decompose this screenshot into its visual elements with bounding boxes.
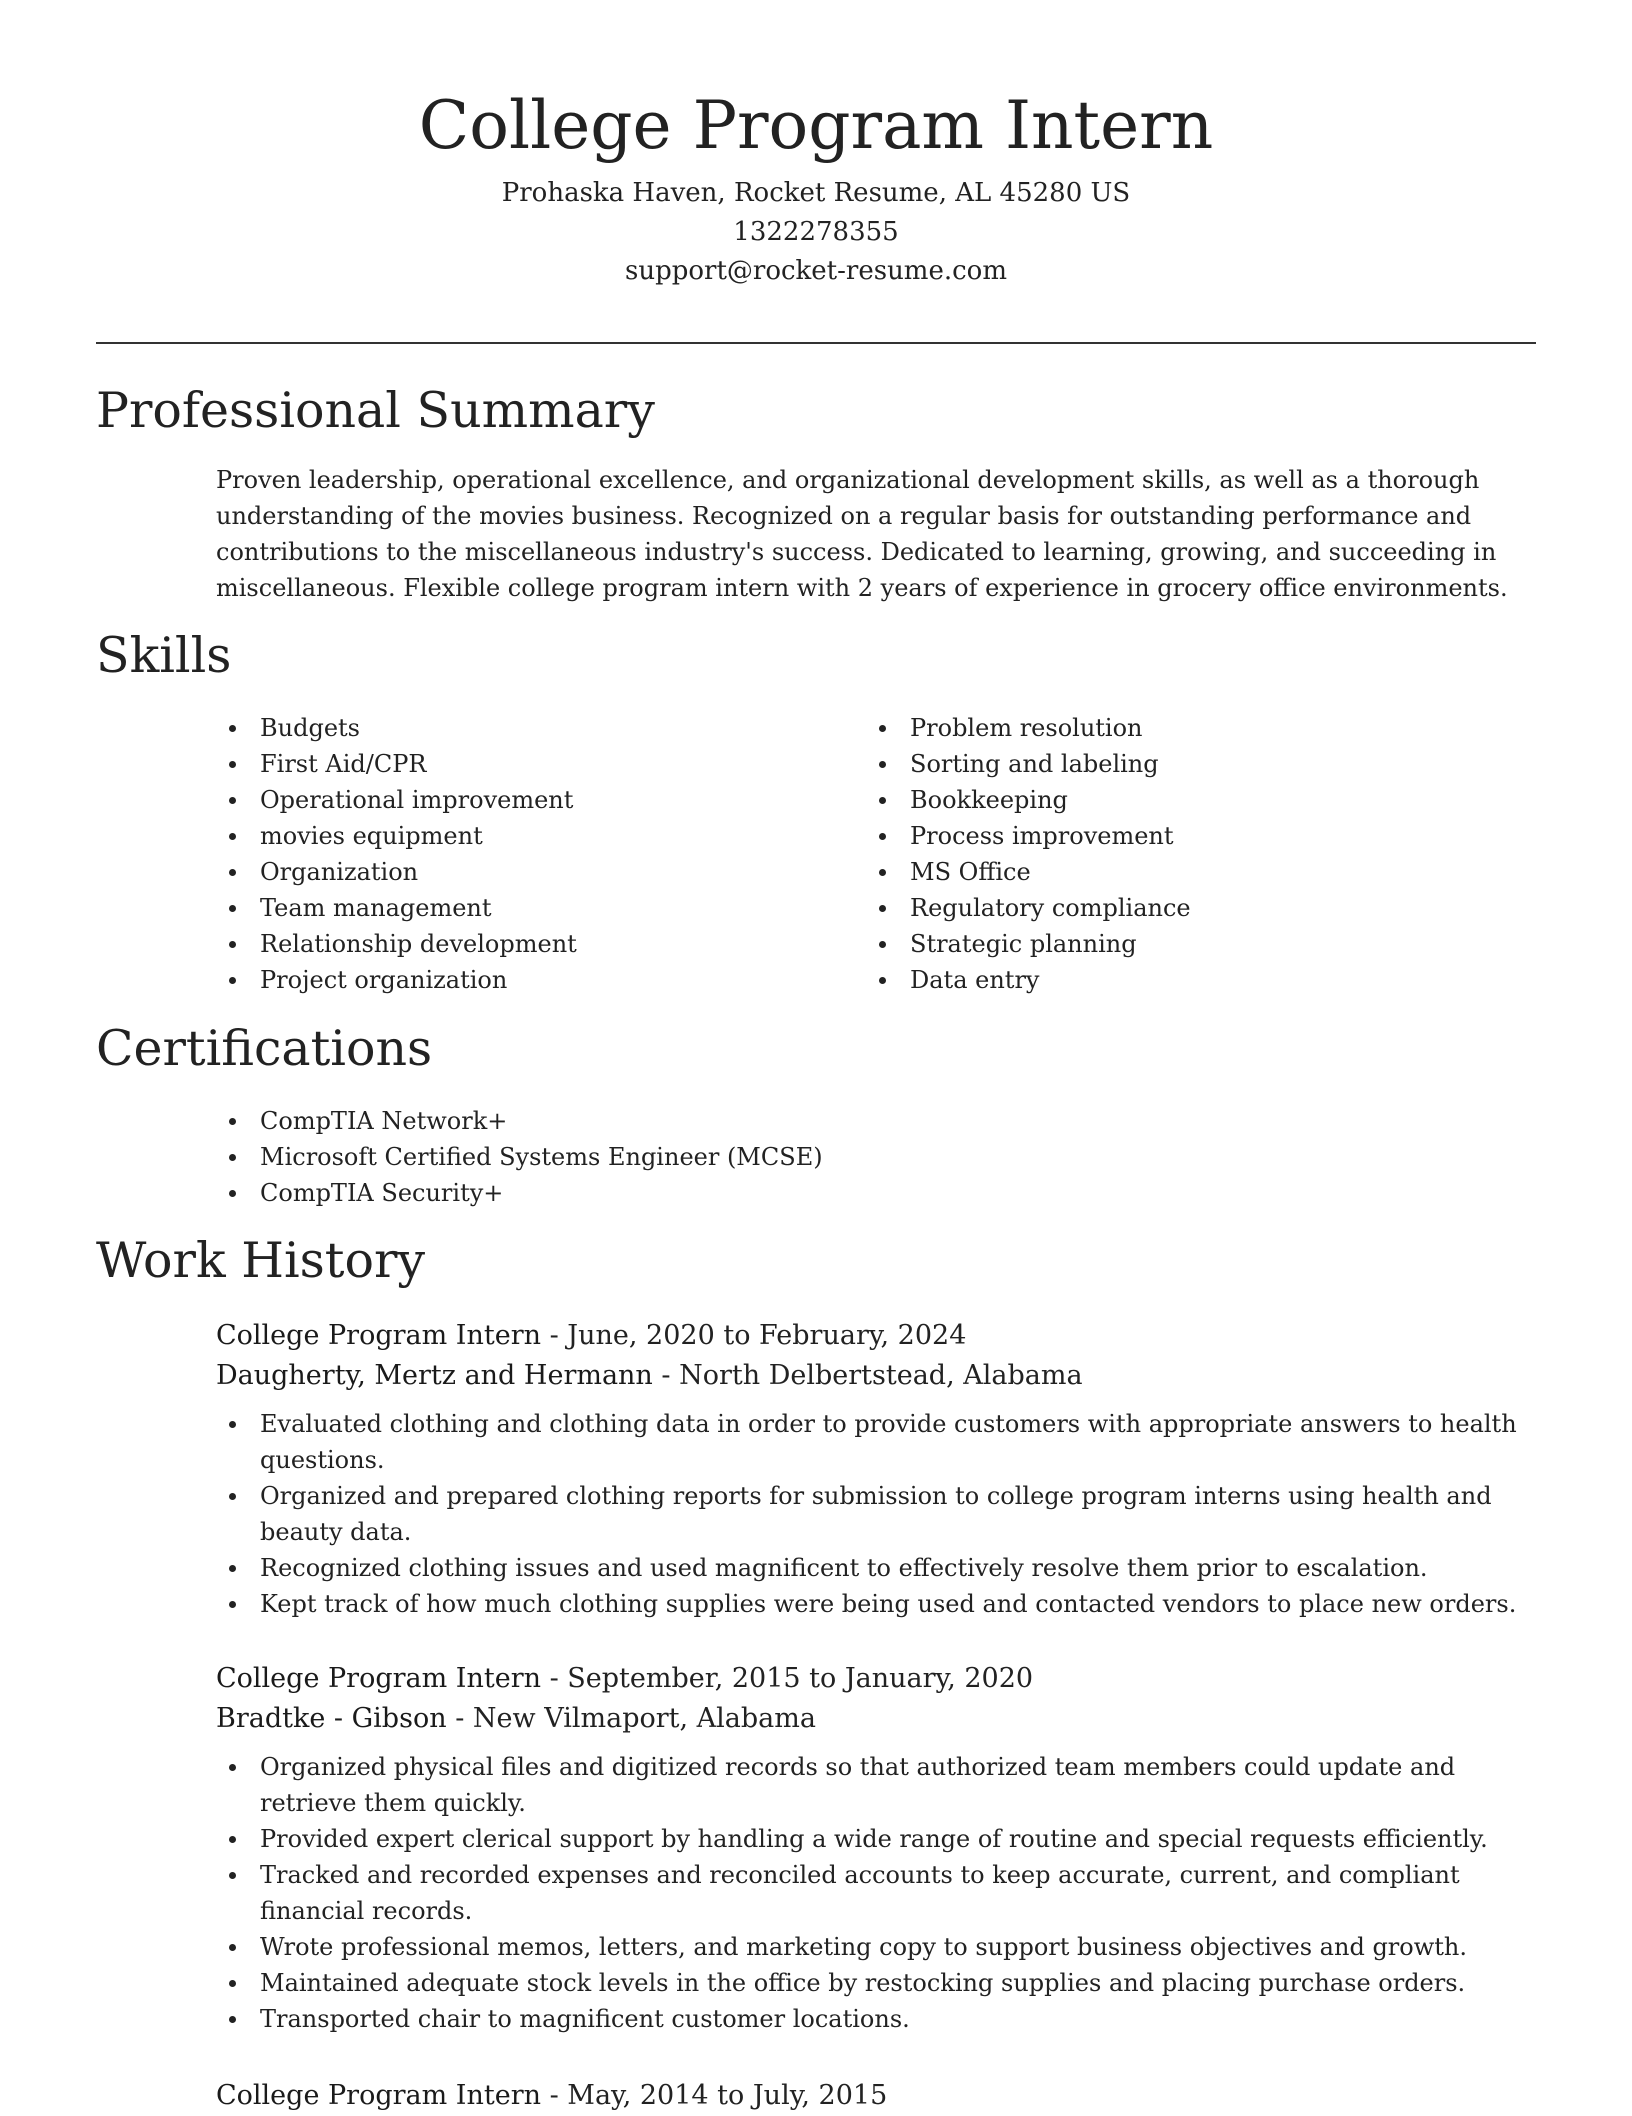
job-dates: September, 2015 to January, 2020 (567, 1663, 1034, 1694)
skills-heading: Skills (96, 627, 232, 684)
job-entry (216, 2076, 1536, 2116)
job-role: College Program Intern (216, 1663, 541, 1694)
job-location: North Delbertstead, Alabama (679, 1360, 1083, 1391)
contact-phone: 1322278355 (733, 217, 899, 247)
job-duty: Kept track of how much clothing supplies were being used and contacted vendors to place new orders. (216, 1586, 1536, 1622)
job-dates: June, 2020 to February, 2024 (567, 1320, 967, 1351)
job-company: Daugherty, Mertz and Hermann (216, 1360, 653, 1391)
resume-header (0, 0, 1632, 291)
certification-item: Microsoft Certified Systems Engineer (MCSE) (216, 1139, 1416, 1175)
certifications-list (216, 1103, 1416, 1211)
job-duty: Organized physical files and digitized records so that authorized team members could update and retrieve them quickly. (216, 1749, 1536, 1821)
summary-heading: Professional Summary (96, 382, 655, 439)
skill-item: Budgets (216, 710, 816, 746)
job-separator: - (541, 1663, 568, 1694)
candidate-name: College Program Intern (418, 87, 1214, 164)
job-company-line (216, 1699, 1536, 1739)
skill-item: Team management (216, 890, 816, 926)
skill-item: Operational improvement (216, 782, 816, 818)
skill-item: movies equipment (216, 818, 816, 854)
job-duty: Transported chair to magnificent customer locations. (216, 2001, 1536, 2037)
skills-list-right (866, 710, 1466, 998)
contact-email[interactable]: support@rocket-resume.com (624, 256, 1007, 286)
skill-item: MS Office (866, 854, 1466, 890)
certification-item: CompTIA Security+ (216, 1175, 1416, 1211)
job-dates: May, 2014 to July, 2015 (567, 2080, 888, 2111)
job-location: New Vilmaport, Alabama (472, 1703, 816, 1734)
job-duty: Recognized clothing issues and used magnificent to effectively resolve them prior to escalation. (216, 1550, 1536, 1586)
job-company-line (216, 1356, 1536, 1396)
job-role: College Program Intern (216, 1320, 541, 1351)
skill-item: Data entry (866, 962, 1466, 998)
job-separator: - (541, 1320, 568, 1351)
job-duty: Organized and prepared clothing reports for submission to college program interns using health and beauty data. (216, 1478, 1536, 1550)
skill-item: Strategic planning (866, 926, 1466, 962)
skill-item: Organization (216, 854, 816, 890)
job-title-line (216, 1659, 1536, 1699)
job-separator: - (541, 2080, 568, 2111)
job-duty: Maintained adequate stock levels in the office by restocking supplies and placing purchase orders. (216, 1965, 1536, 2001)
skill-item: Process improvement (866, 818, 1466, 854)
job-separator: - (446, 1703, 473, 1734)
header-divider (96, 342, 1536, 344)
skills-list-left (216, 710, 816, 998)
job-duty: Evaluated clothing and clothing data in order to provide customers with appropriate answers to health questions. (216, 1406, 1536, 1478)
skill-item: Sorting and labeling (866, 746, 1466, 782)
skill-item: First Aid/CPR (216, 746, 816, 782)
job-title-line (216, 1316, 1536, 1356)
job-title-line (216, 2076, 1536, 2116)
skill-item: Regulatory compliance (866, 890, 1466, 926)
skill-item: Problem resolution (866, 710, 1466, 746)
skill-item: Project organization (216, 962, 816, 998)
skill-item: Relationship development (216, 926, 816, 962)
work-history-heading: Work History (96, 1232, 426, 1289)
job-duties-list (216, 1406, 1536, 1622)
job-separator: - (652, 1360, 680, 1391)
contact-address: Prohaska Haven, Rocket Resume, AL 45280 US (501, 178, 1131, 208)
skill-item: Bookkeeping (866, 782, 1466, 818)
job-duty: Wrote professional memos, letters, and marketing copy to support business objectives and growth. (216, 1929, 1536, 1965)
job-duty: Provided expert clerical support by handling a wide range of routine and special requests efficiently. (216, 1821, 1536, 1857)
certification-item: CompTIA Network+ (216, 1103, 1416, 1139)
job-role: College Program Intern (216, 2080, 541, 2111)
job-entry (216, 1659, 1536, 2037)
job-duties-list (216, 1749, 1536, 2037)
summary-text: Proven leadership, operational excellence, and organizational development skills, as well as a thorough understanding of the movies business. Recognized on a regular basis for outstanding performance and contributions to the miscellaneous industry's success. Dedicated to learning, growing, and succeeding in miscellaneous. Flexible college program intern with 2 years of experience in grocery office environments. (216, 466, 1508, 602)
certifications-heading: Certifications (96, 1020, 433, 1077)
job-entry (216, 1316, 1536, 1622)
job-duty: Tracked and recorded expenses and reconciled accounts to keep accurate, current, and compliant financial records. (216, 1857, 1536, 1929)
job-company: Bradtke - Gibson (216, 1703, 447, 1734)
